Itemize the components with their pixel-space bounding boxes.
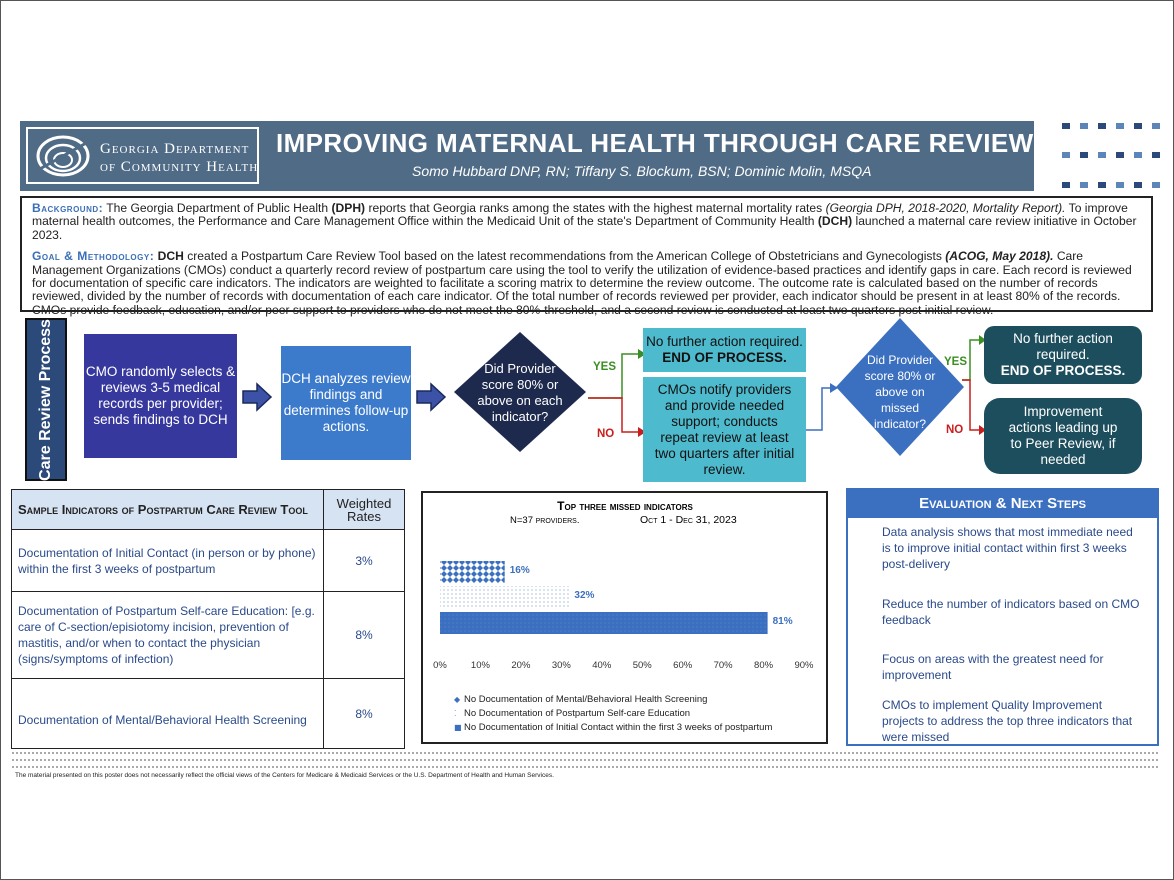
table-row — [12, 679, 405, 749]
end-of-process-2 — [984, 326, 1142, 384]
chart-bar — [440, 561, 505, 583]
table-cell-rate: 8% — [324, 592, 405, 679]
legend-marker: ◆ — [454, 695, 461, 704]
table-row — [12, 592, 405, 679]
step-dch-analyzes-text: DCH analyzes review findings and determines follow-up actions. — [281, 371, 411, 434]
evaluation-item: Data analysis shows that most immediate need is to improve initial contact within first 3 weeks post-delivery — [882, 525, 1133, 571]
process-side-label — [25, 318, 67, 481]
background-heading: Background: — [32, 201, 104, 215]
chart-tick-label: 10% — [470, 660, 490, 671]
decision-2-text: Did Provider score 80% or above on missed indicator? — [864, 353, 936, 431]
decision-1-text: Did Provider score 80% or above on each indicator? — [477, 361, 563, 424]
legend-marker: ⁚ — [454, 709, 457, 718]
arrow-right-icon — [241, 382, 273, 412]
table-cell-indicator: Documentation of Mental/Behavioral Health Screening — [12, 679, 324, 749]
legend-entry: No Documentation of Mental/Behavioral Health Screening — [464, 694, 708, 705]
decorative-dots — [1062, 120, 1162, 192]
background-cite: (Georgia DPH, 2018-2020, Mortality Report). — [825, 201, 1066, 215]
background-text-d: launched a maternal care review initiative in October 2023. — [32, 214, 1137, 242]
decision-1-arrows — [586, 344, 646, 438]
table-cell-indicator: Documentation of Postpartum Self-care Education: [e.g. care of C-section/episiotomy incision, prevention of mastitis, and/or when to contact the physician (signs/symptoms of infection) — [12, 592, 324, 679]
table-cell-rate: 8% — [324, 679, 405, 749]
table-cell-rate: 3% — [324, 530, 405, 592]
arrow-right-icon — [415, 382, 447, 412]
chart-subtitle-left: N=37 providers. — [510, 515, 580, 526]
disclaimer: The material presented on this poster does not necessarily reflect the official views of the Centers for Medicare & Medicaid Services or the U.S. Department of Health and Human Services. — [15, 772, 554, 779]
missed-indicators-chart — [423, 493, 826, 742]
table-cell-indicator: Documentation of Initial Contact (in person or by phone) within the first 3 weeks of postpartum — [12, 530, 324, 592]
chart-tick-label: 0% — [433, 660, 447, 671]
chart-tick-label: 30% — [551, 660, 571, 671]
step-dch-analyzes — [281, 346, 411, 460]
background-section — [20, 196, 1153, 317]
chart-tick-label: 40% — [592, 660, 612, 671]
logo-swirl-icon — [34, 132, 92, 180]
dotted-divider — [12, 752, 1158, 754]
methodology-text-b: Care Management Organizations (CMOs) conduct a quarterly record review of postpartum care using the tool to verify the utilization of evidence-based practices and identify gaps in care. Each record is reviewed for documentation of specific care indicators. The indicators are weighted to facilitate a scoring matrix to determine the review outcome. The outcome rate is calculated based on the number of records reviewed, divided by the number of records with documentation of each care indicator. Of the total number of records reviewed per provider, each indicator should be present in at least 80% of the records. CMOs provide feedback, education, and/or peer support to providers who do not meet the 80%-threshold, and a second review is conducted at least two quarters post initial review. — [32, 249, 1132, 317]
chart-tick-label: 20% — [511, 660, 531, 671]
yes-label-1: YES — [593, 361, 617, 373]
chart-bar — [440, 586, 569, 608]
end-2-line-a: No further action required. — [1013, 331, 1113, 362]
chart-tick-label: 90% — [794, 660, 814, 671]
yes-label-2: YES — [944, 356, 968, 368]
improvement-actions-text: Improvement actions leading up to Peer Review, if needed — [1008, 404, 1118, 467]
logo-line-1: Georgia Department — [100, 141, 250, 157]
step-cmo-selects-text: CMO randomly selects & reviews 3-5 medical records per provider; sends findings to DCH — [85, 364, 236, 427]
table-header-indicator — [12, 490, 324, 530]
cmos-notify-providers — [643, 377, 806, 482]
authors: Somo Hubbard DNP, RN; Tiffany S. Blockum, BSN; Dominic Molin, MSQA — [412, 163, 872, 179]
page-title: IMPROVING MATERNAL HEALTH THROUGH CARE REVIEW — [276, 128, 1034, 158]
evaluation-item: CMOs to implement Quality Improvement projects to address the top three indicators that were missed — [882, 698, 1133, 744]
legend-marker: ■ — [454, 723, 462, 732]
legend-entry: No Documentation of Postpartum Self-care Education — [464, 708, 691, 719]
methodology-heading: Goal & Methodology: — [32, 249, 155, 264]
methodology-text-a: created a Postpartum Care Review Tool based on the latest recommendations from the American College of Obstetricians and Gynecologists — [183, 249, 946, 264]
table-header-rate: Weighted Rates — [324, 490, 405, 530]
table-header-indicator-text: Sample Indicators of Postpartum Care Review Tool — [18, 501, 308, 517]
chart-tick-label: 70% — [713, 660, 733, 671]
end-of-process-1 — [643, 328, 806, 372]
dotted-divider — [12, 759, 1158, 761]
chart-tick-label: 50% — [632, 660, 652, 671]
cmos-notify-text: CMOs notify providers and provide needed support; conducts repeat review at least two quarters after initial review. — [654, 381, 795, 477]
end-2-line-b: END OF PROCESS. — [1000, 363, 1126, 378]
evaluation-item: Focus on areas with the greatest need for improvement — [882, 652, 1104, 682]
chart-data-label: 32% — [574, 590, 595, 601]
step-cmo-selects — [84, 334, 237, 458]
evaluation-item: Reduce the number of indicators based on CMO feedback — [882, 597, 1140, 627]
no-label-2: NO — [946, 424, 964, 436]
chart-title: Top three missed indicators — [557, 499, 693, 513]
table-header-row — [12, 490, 405, 530]
logo-text — [100, 140, 258, 176]
logo-line-2: of Community Health — [100, 159, 259, 175]
methodology-paragraph — [32, 250, 1141, 317]
end-1-line-b: END OF PROCESS. — [662, 350, 787, 365]
chart-subtitle-right: Oct 1 - Dec 31, 2023 — [640, 514, 737, 526]
chart-tick-label: 80% — [754, 660, 774, 671]
background-dch: (DCH) — [817, 214, 853, 229]
background-paragraph — [32, 202, 1141, 242]
table-row — [12, 530, 405, 592]
indicators-table — [11, 489, 405, 749]
background-text-a: The Georgia Department of Public Health — [103, 201, 332, 215]
background-dph: (DPH) — [331, 201, 366, 215]
chart-tick-label: 60% — [673, 660, 693, 671]
background-text-b: reports that Georgia ranks among the states with the highest maternal mortality rates — [365, 201, 826, 215]
dotted-divider — [12, 766, 1158, 768]
improvement-actions — [984, 398, 1142, 474]
background-text-c: To improve maternal health outcomes, the Performance and Care Management Office within the Medicaid Unit of the state's Department of Community Health — [32, 201, 1128, 229]
chart-data-label: 81% — [772, 616, 793, 627]
process-side-label-text: Care Review Process — [37, 318, 54, 481]
chart-data-label: 16% — [509, 565, 530, 576]
methodology-dch: DCH — [157, 249, 184, 264]
chart-bar — [440, 612, 768, 634]
end-1-line-a: No further action required. — [646, 334, 803, 349]
decision-2-arrows — [962, 330, 986, 440]
no-label-1: NO — [597, 428, 615, 440]
evaluation-heading: Evaluation & Next Steps — [846, 488, 1159, 518]
methodology-cite: (ACOG, May 2018). — [945, 249, 1054, 264]
legend-entry: No Documentation of Initial Contact within the first 3 weeks of postpartum — [464, 722, 773, 733]
